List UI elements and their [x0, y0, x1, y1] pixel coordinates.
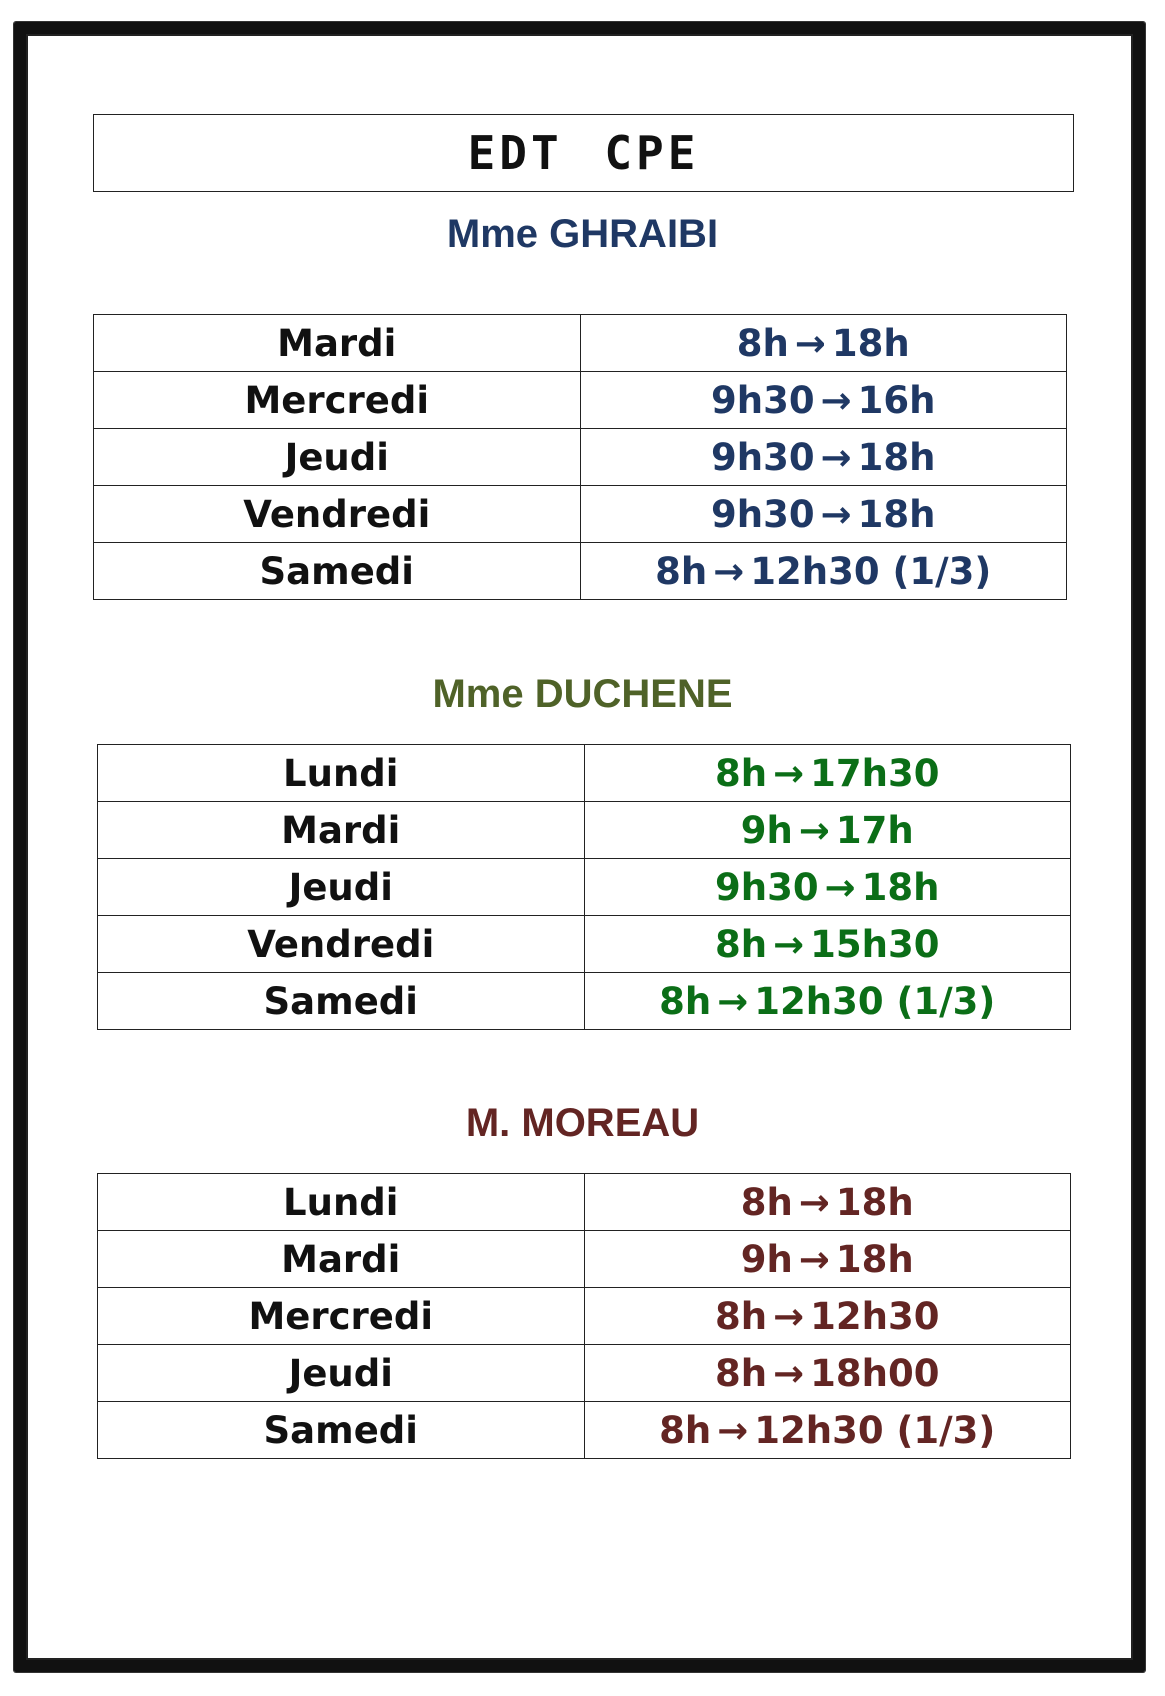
arrow-right-icon: → — [794, 321, 826, 365]
time-cell — [584, 1174, 1071, 1231]
time-cell — [584, 745, 1071, 802]
start-time: 8h — [715, 922, 768, 966]
day-cell: Mardi — [98, 1231, 585, 1288]
table-row — [98, 1174, 1071, 1231]
time-cell — [584, 973, 1071, 1030]
table-row — [98, 916, 1071, 973]
day-cell: Samedi — [94, 543, 581, 600]
time-cell — [584, 1345, 1071, 1402]
start-time: 8h — [659, 979, 712, 1023]
table-row — [98, 1345, 1071, 1402]
title-box — [93, 114, 1074, 192]
time-cell — [584, 1231, 1071, 1288]
table-row — [98, 1402, 1071, 1459]
start-time: 8h — [715, 1351, 768, 1395]
time-cell — [584, 1402, 1071, 1459]
staff-name-ghraibi: Mme GHRAIBI — [446, 212, 719, 256]
table-row — [98, 802, 1071, 859]
time-cell — [584, 916, 1071, 973]
table-row — [98, 1288, 1071, 1345]
day-cell: Mercredi — [94, 372, 581, 429]
table-row — [94, 486, 1067, 543]
end-time: 18h — [831, 321, 910, 365]
end-time: 12h30 (1/3) — [754, 1408, 996, 1452]
day-cell: Samedi — [98, 1402, 585, 1459]
day-cell: Jeudi — [98, 859, 585, 916]
start-time: 8h — [715, 751, 768, 795]
arrow-right-icon: → — [798, 1180, 830, 1224]
day-cell: Jeudi — [98, 1345, 585, 1402]
end-time: 18h — [835, 1237, 914, 1281]
day-cell: Mercredi — [98, 1288, 585, 1345]
table-row — [98, 745, 1071, 802]
staff-name-duchene: Mme DUCHENE — [432, 672, 733, 716]
day-cell: Vendredi — [98, 916, 585, 973]
day-cell: Samedi — [98, 973, 585, 1030]
day-cell: Mardi — [94, 315, 581, 372]
end-time: 18h — [857, 435, 936, 479]
table-row — [94, 429, 1067, 486]
start-time: 8h — [736, 321, 789, 365]
day-cell: Mardi — [98, 802, 585, 859]
table-row — [94, 315, 1067, 372]
time-cell — [580, 372, 1067, 429]
end-time: 12h30 — [810, 1294, 940, 1338]
arrow-right-icon: → — [773, 751, 805, 795]
arrow-right-icon: → — [717, 979, 749, 1023]
day-cell: Jeudi — [94, 429, 581, 486]
start-time: 8h — [715, 1294, 768, 1338]
end-time: 12h30 (1/3) — [754, 979, 996, 1023]
start-time: 9h30 — [715, 865, 819, 909]
arrow-right-icon: → — [820, 492, 852, 536]
time-cell — [580, 315, 1067, 372]
table-row — [94, 543, 1067, 600]
arrow-right-icon: → — [713, 549, 745, 593]
end-time: 18h — [835, 1180, 914, 1224]
arrow-right-icon: → — [773, 922, 805, 966]
start-time: 9h — [740, 808, 793, 852]
schedule-table-duchene — [97, 744, 1071, 1030]
schedule-table-ghraibi — [93, 314, 1067, 600]
start-time: 9h30 — [711, 492, 815, 536]
end-time: 17h30 — [810, 751, 940, 795]
arrow-right-icon: → — [798, 1237, 830, 1281]
start-time: 8h — [659, 1408, 712, 1452]
day-cell: Lundi — [98, 1174, 585, 1231]
arrow-right-icon: → — [824, 865, 856, 909]
end-time: 18h00 — [810, 1351, 940, 1395]
arrow-right-icon: → — [717, 1408, 749, 1452]
time-cell — [580, 543, 1067, 600]
schedule-table-moreau — [97, 1173, 1071, 1459]
time-cell — [580, 429, 1067, 486]
end-time: 16h — [857, 378, 936, 422]
start-time: 9h — [740, 1237, 793, 1281]
staff-name-moreau: M. MOREAU — [465, 1101, 700, 1145]
end-time: 12h30 (1/3) — [750, 549, 992, 593]
start-time: 8h — [655, 549, 708, 593]
day-cell: Lundi — [98, 745, 585, 802]
day-cell: Vendredi — [94, 486, 581, 543]
arrow-right-icon: → — [820, 435, 852, 479]
table-row — [98, 973, 1071, 1030]
arrow-right-icon: → — [798, 808, 830, 852]
arrow-right-icon: → — [773, 1351, 805, 1395]
start-time: 9h30 — [711, 378, 815, 422]
arrow-right-icon: → — [773, 1294, 805, 1338]
end-time: 18h — [857, 492, 936, 536]
end-time: 18h — [861, 865, 940, 909]
arrow-right-icon: → — [820, 378, 852, 422]
time-cell — [584, 802, 1071, 859]
table-row — [98, 1231, 1071, 1288]
time-cell — [584, 1288, 1071, 1345]
time-cell — [580, 486, 1067, 543]
start-time: 8h — [740, 1180, 793, 1224]
table-row — [94, 372, 1067, 429]
end-time: 17h — [835, 808, 914, 852]
start-time: 9h30 — [711, 435, 815, 479]
time-cell — [584, 859, 1071, 916]
page-title: EDT CPE — [467, 126, 700, 180]
table-row — [98, 859, 1071, 916]
end-time: 15h30 — [810, 922, 940, 966]
